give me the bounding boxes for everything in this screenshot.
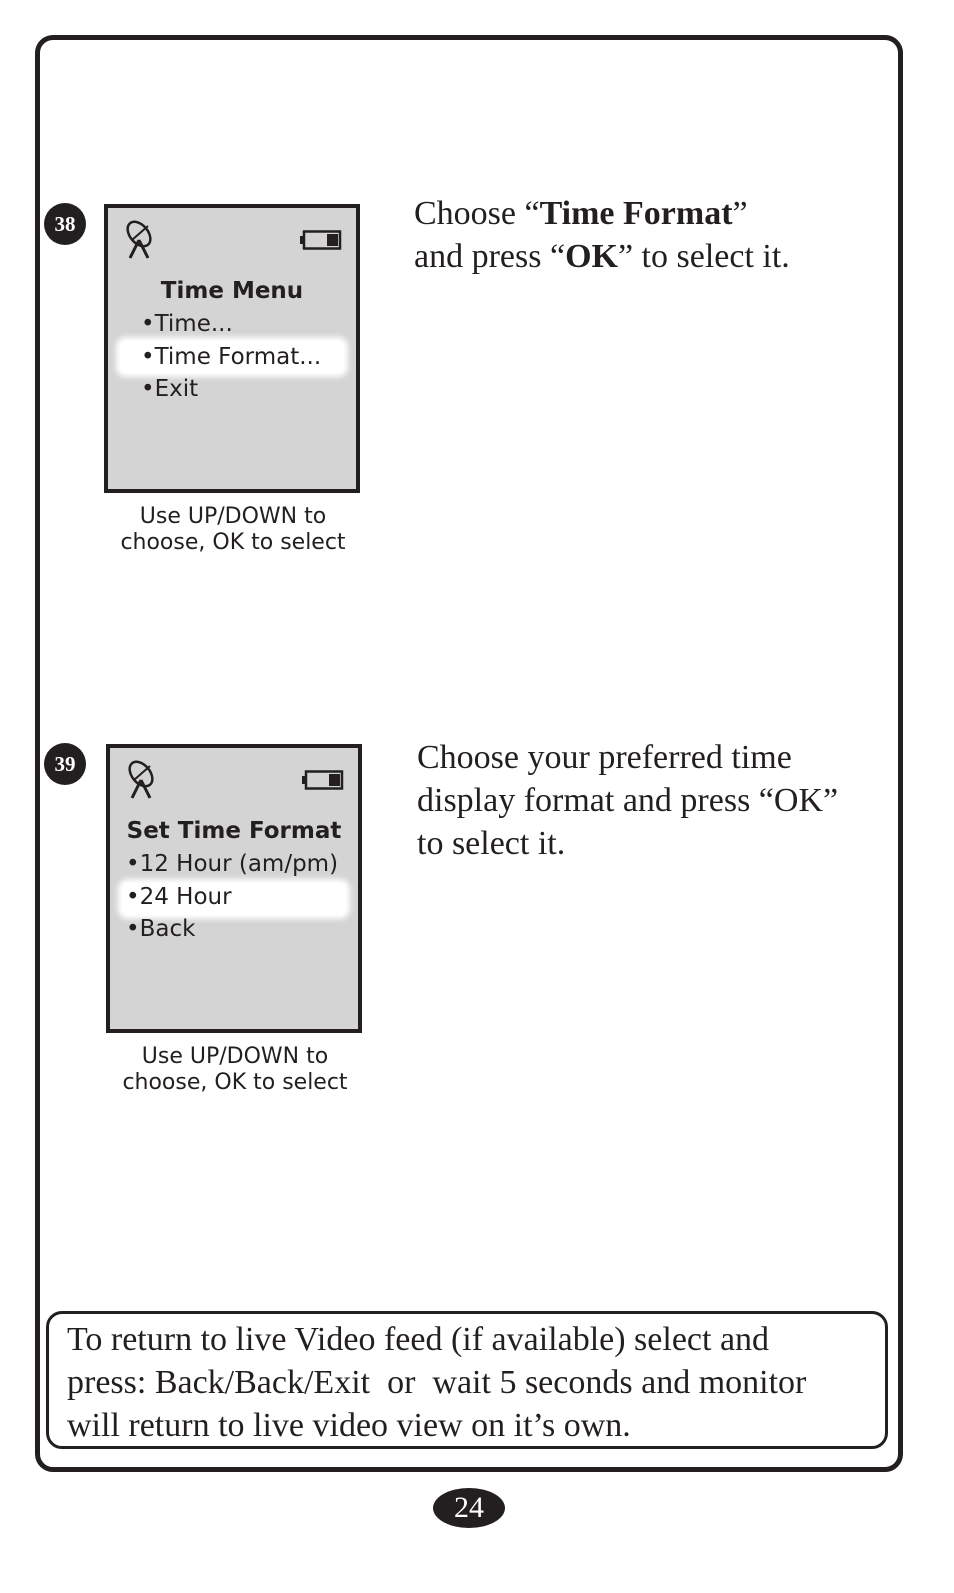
monitor-screen-set-time-format	[106, 744, 362, 1033]
note-line: To return to live Video feed (if available) select and	[67, 1321, 770, 1358]
step-description	[414, 192, 790, 278]
menu-item-time-format[interactable]: •Time Format...	[141, 344, 322, 370]
step-description	[417, 736, 838, 865]
satellite-dish-icon	[122, 218, 156, 262]
description-line: and press “OK” to select it.	[414, 238, 790, 275]
battery-icon	[302, 770, 344, 790]
battery-icon	[300, 230, 342, 250]
menu-item-exit[interactable]: •Exit	[141, 376, 199, 402]
menu-item-back[interactable]: •Back	[126, 916, 196, 942]
screen-caption	[93, 504, 373, 556]
menu-item-12-hour[interactable]: •12 Hour (am/pm)	[126, 851, 339, 877]
page-number: 24	[433, 1488, 505, 1528]
caption-line: Use UP/DOWN to	[139, 504, 327, 529]
description-line: display format and press “OK”	[417, 782, 839, 819]
note-line: will return to live video view on it’s own.	[67, 1407, 631, 1444]
caption-line: choose, OK to select	[122, 1070, 348, 1095]
step-number-badge: 38	[44, 203, 86, 245]
time-format-emphasis: Time Format	[539, 195, 733, 232]
screen-title: Time Menu	[160, 278, 304, 304]
menu-item-24-hour[interactable]: •24 Hour	[126, 884, 232, 910]
description-line: to select it.	[417, 825, 566, 862]
description-line: Choose your preferred time	[417, 739, 792, 776]
description-line: Choose “Time Format”	[414, 195, 748, 232]
menu-item-time[interactable]: •Time...	[141, 311, 233, 337]
ok-emphasis: OK	[565, 238, 618, 275]
screen-caption	[95, 1044, 375, 1096]
caption-line: Use UP/DOWN to	[141, 1044, 329, 1069]
screen-title: Set Time Format	[126, 818, 342, 844]
note-line: press: Back/Back/Exit or wait 5 seconds and monitor	[67, 1364, 807, 1401]
return-to-live-video-note	[46, 1311, 888, 1449]
monitor-screen-time-menu	[104, 204, 360, 493]
step-number-badge: 39	[44, 743, 86, 785]
satellite-dish-icon	[124, 758, 158, 802]
caption-line: choose, OK to select	[120, 530, 346, 555]
